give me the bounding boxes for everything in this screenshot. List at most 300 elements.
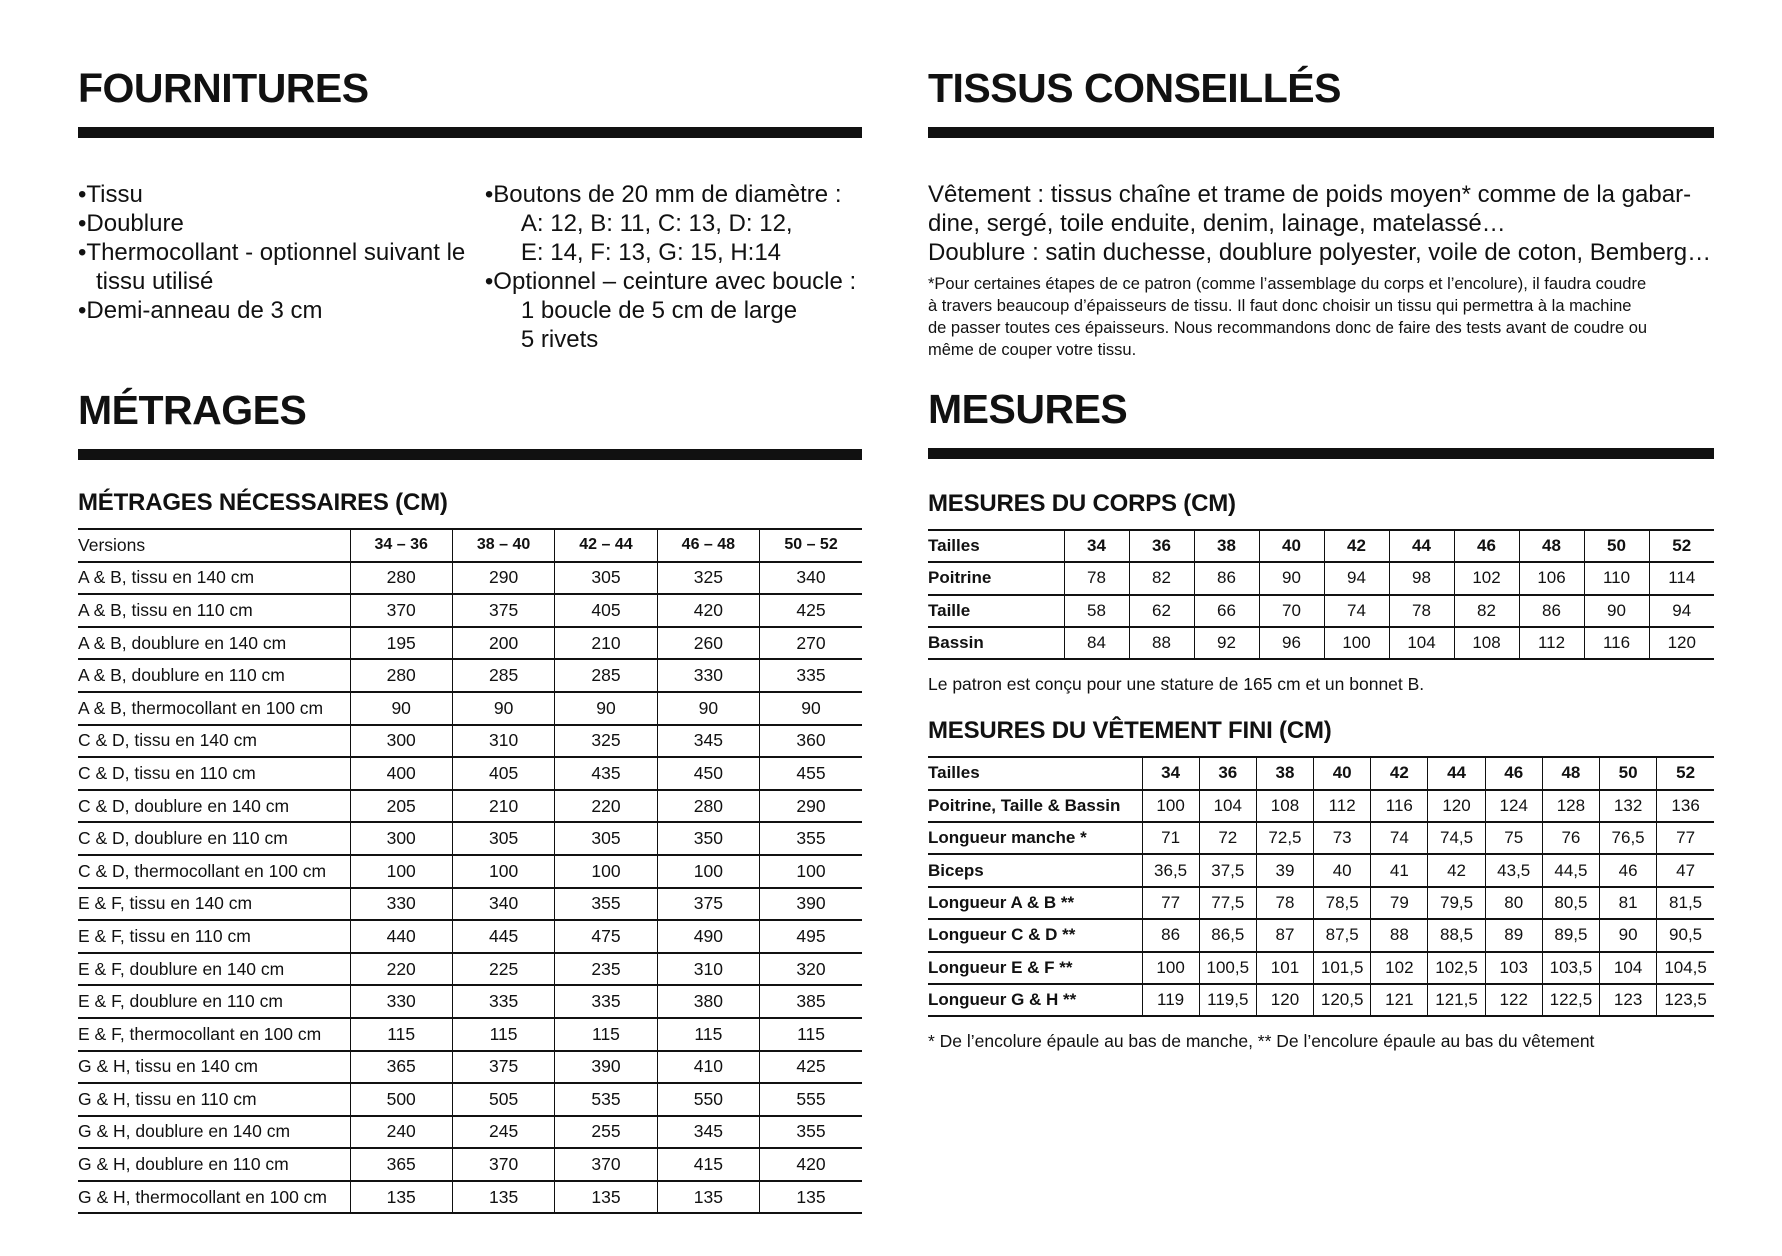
- table-cell: 82: [1129, 562, 1194, 594]
- table-cell: 104: [1600, 952, 1657, 984]
- table-row: [78, 692, 862, 725]
- table-cell: 104: [1199, 790, 1256, 822]
- table-cell: 121: [1371, 984, 1428, 1016]
- table-cell: 495: [760, 920, 862, 953]
- table-cell: 375: [452, 1051, 554, 1084]
- table-cell: 84: [1064, 627, 1129, 659]
- table-cell: 135: [555, 1181, 657, 1214]
- table-cell: 340: [452, 888, 554, 921]
- table-cell: 270: [760, 627, 862, 660]
- table-cell: 370: [555, 1148, 657, 1181]
- row-label: A & B, tissu en 140 cm: [78, 567, 255, 588]
- table-cell: 425: [760, 594, 862, 627]
- row-label: E & F, tissu en 110 cm: [78, 925, 251, 946]
- table-cell: 108: [1454, 627, 1519, 659]
- table-cell: 90: [452, 692, 554, 725]
- table-row: [928, 984, 1714, 1016]
- header-cell: 38: [1256, 757, 1313, 789]
- table-cell: 94: [1649, 595, 1714, 627]
- note-line: de passer toutes ces épaisseurs. Nous recommandons donc de faire des tests avant de coudre ou: [928, 319, 1648, 337]
- table-cell: 114: [1649, 562, 1714, 594]
- table-cell: 100: [1324, 627, 1389, 659]
- row-label: Biceps: [928, 860, 984, 880]
- table-cell: 100: [350, 855, 452, 888]
- table-cell: 104,5: [1657, 952, 1714, 984]
- header-cell: 38 – 40: [452, 529, 554, 562]
- table-cell: 102,5: [1428, 952, 1485, 984]
- table-row: [78, 822, 862, 855]
- table-row: [78, 790, 862, 823]
- header-cell: 34: [1142, 757, 1199, 789]
- table-row: [928, 562, 1714, 594]
- table-cell: 79: [1371, 887, 1428, 919]
- header-cell: 40: [1259, 530, 1324, 562]
- header-cell: 34 – 36: [350, 529, 452, 562]
- table-cell: 305: [555, 822, 657, 855]
- table-cell: 100,5: [1199, 952, 1256, 984]
- table-cell: 285: [555, 659, 657, 692]
- table-cell: 555: [760, 1083, 862, 1116]
- tissus-note: [928, 273, 1714, 361]
- table-row: [78, 562, 862, 595]
- row-label: G & H, thermocollant en 100 cm: [78, 1186, 327, 1207]
- row-label: Longueur G & H **: [928, 990, 1077, 1010]
- table-cell: 88: [1129, 627, 1194, 659]
- table-cell: 122: [1485, 984, 1542, 1016]
- fournitures-list: [78, 180, 862, 354]
- table-cell: 101,5: [1314, 952, 1371, 984]
- fournitures-heading: FOURNITURES: [78, 60, 862, 138]
- table-cell: 116: [1371, 790, 1428, 822]
- table-cell: 390: [760, 888, 862, 921]
- table-row: [78, 594, 862, 627]
- row-label: C & D, tissu en 140 cm: [78, 730, 257, 751]
- list-item: • Boutons de 20 mm de diamètre :: [485, 180, 862, 209]
- table-cell: 76: [1542, 822, 1599, 854]
- mesures-heading: MESURES: [928, 381, 1714, 459]
- header-cell: Versions: [78, 534, 146, 555]
- table-cell: 80,5: [1542, 887, 1599, 919]
- table-cell: 104: [1389, 627, 1454, 659]
- fini-note: * De l’encolure épaule au bas de manche, ** De l’encolure épaule au bas du vêtement: [928, 1031, 1595, 1052]
- note-line: *Pour certaines étapes de ce patron (comme l’assemblage du corps et l’encolure), il faudra coudre: [928, 275, 1647, 293]
- row-label: G & H, doublure en 140 cm: [78, 1121, 291, 1142]
- table-cell: 350: [657, 822, 759, 855]
- table-cell: 345: [657, 725, 759, 758]
- table-cell: 115: [760, 1018, 862, 1051]
- table-cell: 89,5: [1542, 919, 1599, 951]
- table-cell: 365: [350, 1148, 452, 1181]
- list-item: • Demi-anneau de 3 cm: [78, 296, 485, 325]
- table-row: [928, 887, 1714, 919]
- table-row: [78, 1148, 862, 1181]
- table-cell: 119: [1142, 984, 1199, 1016]
- table-cell: 87: [1256, 919, 1313, 951]
- header-cell: 36: [1199, 757, 1256, 789]
- table-cell: 77: [1657, 822, 1714, 854]
- row-label: C & D, doublure en 140 cm: [78, 795, 290, 816]
- table-cell: 73: [1314, 822, 1371, 854]
- table-cell: 355: [760, 1116, 862, 1149]
- header-cell: 34: [1064, 530, 1129, 562]
- table-cell: 106: [1519, 562, 1584, 594]
- table-cell: 78: [1256, 887, 1313, 919]
- table-cell: 88,5: [1428, 919, 1485, 951]
- table-cell: 100: [555, 855, 657, 888]
- table-cell: 86: [1519, 595, 1584, 627]
- row-label: E & F, tissu en 140 cm: [78, 893, 253, 914]
- metrages-table: [78, 528, 862, 1214]
- row-label: Longueur E & F **: [928, 957, 1073, 977]
- table-row: [928, 595, 1714, 627]
- table-cell: 245: [452, 1116, 554, 1149]
- table-cell: 120: [1428, 790, 1485, 822]
- table-row: [78, 985, 862, 1018]
- corps-subtitle: MESURES DU CORPS (CM): [928, 490, 1236, 517]
- table-cell: 365: [350, 1051, 452, 1084]
- table-cell: 100: [1142, 952, 1199, 984]
- row-label: A & B, doublure en 110 cm: [78, 665, 285, 686]
- header-cell: 50: [1584, 530, 1649, 562]
- table-cell: 475: [555, 920, 657, 953]
- table-cell: 123: [1600, 984, 1657, 1016]
- table-header-row: [78, 529, 862, 562]
- table-cell: 100: [657, 855, 759, 888]
- table-row: [78, 1018, 862, 1051]
- table-cell: 79,5: [1428, 887, 1485, 919]
- table-cell: 505: [452, 1083, 554, 1116]
- list-subitem: E: 14, F: 13, G: 15, H:14: [520, 239, 782, 266]
- table-cell: 280: [350, 659, 452, 692]
- header-cell: Tailles: [928, 763, 980, 783]
- table-cell: 310: [657, 953, 759, 986]
- table-cell: 112: [1314, 790, 1371, 822]
- table-cell: 100: [452, 855, 554, 888]
- table-row: [78, 659, 862, 692]
- tissus-line: Vêtement : tissus chaîne et trame de poids moyen* comme de la gabar-: [928, 181, 1692, 208]
- table-cell: 370: [350, 594, 452, 627]
- table-cell: 47: [1657, 854, 1714, 886]
- corps-table: [928, 529, 1714, 660]
- table-cell: 120,5: [1314, 984, 1371, 1016]
- row-label: G & H, tissu en 140 cm: [78, 1056, 258, 1077]
- row-label: A & B, tissu en 110 cm: [78, 599, 253, 620]
- table-cell: 94: [1324, 562, 1389, 594]
- table-cell: 75: [1485, 822, 1542, 854]
- table-row: [928, 822, 1714, 854]
- row-label: Taille: [928, 600, 971, 620]
- table-row: [78, 627, 862, 660]
- table-cell: 135: [452, 1181, 554, 1214]
- table-cell: 78: [1064, 562, 1129, 594]
- table-cell: 425: [760, 1051, 862, 1084]
- table-cell: 535: [555, 1083, 657, 1116]
- header-cell: 44: [1389, 530, 1454, 562]
- table-cell: 280: [657, 790, 759, 823]
- tissus-line: Doublure : satin duchesse, doublure polyester, voile de coton, Bemberg…: [928, 239, 1712, 266]
- table-cell: 325: [657, 562, 759, 595]
- header-cell: 36: [1129, 530, 1194, 562]
- table-row: [928, 627, 1714, 659]
- table-header-row: [928, 757, 1714, 789]
- table-cell: 90: [760, 692, 862, 725]
- table-cell: 290: [760, 790, 862, 823]
- row-label: A & B, thermocollant en 100 cm: [78, 697, 324, 718]
- table-cell: 86: [1142, 919, 1199, 951]
- row-label: G & H, doublure en 110 cm: [78, 1154, 289, 1175]
- table-cell: 135: [350, 1181, 452, 1214]
- table-cell: 420: [657, 594, 759, 627]
- table-cell: 121,5: [1428, 984, 1485, 1016]
- table-cell: 123,5: [1657, 984, 1714, 1016]
- header-cell: 52: [1657, 757, 1714, 789]
- table-cell: 285: [452, 659, 554, 692]
- table-cell: 76,5: [1600, 822, 1657, 854]
- table-cell: 86: [1194, 562, 1259, 594]
- table-cell: 100: [760, 855, 862, 888]
- table-cell: 205: [350, 790, 452, 823]
- row-label: Longueur C & D **: [928, 925, 1076, 945]
- table-cell: 115: [452, 1018, 554, 1051]
- table-cell: 385: [760, 985, 862, 1018]
- header-cell: 46: [1485, 757, 1542, 789]
- table-cell: 66: [1194, 595, 1259, 627]
- table-cell: 40: [1314, 854, 1371, 886]
- table-cell: 115: [350, 1018, 452, 1051]
- table-cell: 455: [760, 757, 862, 790]
- table-cell: 98: [1389, 562, 1454, 594]
- table-cell: 96: [1259, 627, 1324, 659]
- table-cell: 300: [350, 822, 452, 855]
- table-cell: 62: [1129, 595, 1194, 627]
- table-cell: 325: [555, 725, 657, 758]
- table-row: [928, 952, 1714, 984]
- table-cell: 81: [1600, 887, 1657, 919]
- table-cell: 58: [1064, 595, 1129, 627]
- table-cell: 290: [452, 562, 554, 595]
- table-cell: 120: [1256, 984, 1313, 1016]
- table-cell: 320: [760, 953, 862, 986]
- table-cell: 330: [350, 888, 452, 921]
- row-label: Poitrine, Taille & Bassin: [928, 795, 1121, 815]
- table-cell: 128: [1542, 790, 1599, 822]
- table-cell: 78,5: [1314, 887, 1371, 919]
- table-cell: 335: [760, 659, 862, 692]
- table-cell: 330: [657, 659, 759, 692]
- table-cell: 200: [452, 627, 554, 660]
- table-row: [78, 855, 862, 888]
- table-cell: 135: [657, 1181, 759, 1214]
- table-cell: 375: [657, 888, 759, 921]
- table-cell: 280: [350, 562, 452, 595]
- table-cell: 102: [1371, 952, 1428, 984]
- row-label: Poitrine: [928, 568, 992, 588]
- table-row: [928, 919, 1714, 951]
- header-cell: 48: [1542, 757, 1599, 789]
- table-cell: 112: [1519, 627, 1584, 659]
- tissus-heading: TISSUS CONSEILLÉS: [928, 60, 1714, 138]
- table-cell: 100: [1142, 790, 1199, 822]
- list-item: • Thermocollant - optionnel suivant le tissu utilisé: [78, 238, 485, 296]
- list-subitem: 1 boucle de 5 cm de large: [520, 297, 798, 324]
- table-cell: 108: [1256, 790, 1313, 822]
- table-cell: 71: [1142, 822, 1199, 854]
- table-cell: 44,5: [1542, 854, 1599, 886]
- note-line: même de couper votre tissu.: [928, 341, 1137, 359]
- table-cell: 490: [657, 920, 759, 953]
- right-column: [928, 60, 1714, 1053]
- table-cell: 119,5: [1199, 984, 1256, 1016]
- row-label: Longueur A & B **: [928, 892, 1075, 912]
- table-cell: 77,5: [1199, 887, 1256, 919]
- table-cell: 120: [1649, 627, 1714, 659]
- row-label: C & D, doublure en 110 cm: [78, 828, 288, 849]
- note-line: à travers beaucoup d’épaisseurs de tissu. Il faut donc choisir un tissu qui permettra à la machine: [928, 297, 1632, 315]
- table-cell: 132: [1600, 790, 1657, 822]
- header-cell: 46 – 48: [657, 529, 759, 562]
- corps-note: Le patron est conçu pour une stature de 165 cm et un bonnet B.: [928, 674, 1425, 695]
- tissus-line: dine, sergé, toile enduite, denim, lainage, matelassé…: [928, 210, 1506, 237]
- table-cell: 445: [452, 920, 554, 953]
- table-cell: 72,5: [1256, 822, 1313, 854]
- table-row: [78, 757, 862, 790]
- table-cell: 340: [760, 562, 862, 595]
- table-cell: 435: [555, 757, 657, 790]
- metrages-heading: MÉTRAGES: [78, 382, 862, 460]
- table-cell: 86,5: [1199, 919, 1256, 951]
- table-cell: 305: [452, 822, 554, 855]
- table-cell: 300: [350, 725, 452, 758]
- table-cell: 74,5: [1428, 822, 1485, 854]
- table-cell: 220: [555, 790, 657, 823]
- metrages-subtitle: MÉTRAGES NÉCESSAIRES (CM): [78, 489, 448, 516]
- table-cell: 420: [760, 1148, 862, 1181]
- row-label: C & D, tissu en 110 cm: [78, 762, 256, 783]
- list-subitem: A: 12, B: 11, C: 13, D: 12,: [520, 210, 793, 237]
- left-column: [78, 60, 862, 1214]
- row-label: Longueur manche *: [928, 828, 1087, 848]
- table-cell: 81,5: [1657, 887, 1714, 919]
- table-cell: 122,5: [1542, 984, 1599, 1016]
- table-cell: 375: [452, 594, 554, 627]
- table-cell: 74: [1324, 595, 1389, 627]
- header-cell: 42 – 44: [555, 529, 657, 562]
- row-label: E & F, thermocollant en 100 cm: [78, 1023, 322, 1044]
- table-cell: 72: [1199, 822, 1256, 854]
- table-cell: 43,5: [1485, 854, 1542, 886]
- table-cell: 87,5: [1314, 919, 1371, 951]
- table-cell: 92: [1194, 627, 1259, 659]
- table-cell: 115: [657, 1018, 759, 1051]
- table-row: [78, 1083, 862, 1116]
- table-cell: 88: [1371, 919, 1428, 951]
- row-label: Bassin: [928, 633, 984, 653]
- table-cell: 90: [1259, 562, 1324, 594]
- table-cell: 103,5: [1542, 952, 1599, 984]
- table-cell: 335: [555, 985, 657, 1018]
- list-subitem: 5 rivets: [520, 326, 599, 353]
- table-cell: 330: [350, 985, 452, 1018]
- table-row: [78, 920, 862, 953]
- table-cell: 390: [555, 1051, 657, 1084]
- table-cell: 90: [1584, 595, 1649, 627]
- table-cell: 101: [1256, 952, 1313, 984]
- table-cell: 74: [1371, 822, 1428, 854]
- table-cell: 415: [657, 1148, 759, 1181]
- list-item: • Tissu: [78, 180, 485, 209]
- table-row: [78, 1116, 862, 1149]
- tissus-text: [928, 180, 1714, 267]
- fini-table: [928, 756, 1714, 1017]
- row-label: G & H, tissu en 110 cm: [78, 1088, 257, 1109]
- table-cell: 355: [555, 888, 657, 921]
- table-cell: 37,5: [1199, 854, 1256, 886]
- table-cell: 450: [657, 757, 759, 790]
- row-label: E & F, doublure en 140 cm: [78, 958, 285, 979]
- header-cell: 40: [1314, 757, 1371, 789]
- list-item: • Doublure: [78, 209, 485, 238]
- list-item: • Optionnel – ceinture avec boucle :: [485, 267, 862, 296]
- table-cell: 370: [452, 1148, 554, 1181]
- table-cell: 335: [452, 985, 554, 1018]
- table-cell: 405: [452, 757, 554, 790]
- table-cell: 82: [1454, 595, 1519, 627]
- table-cell: 310: [452, 725, 554, 758]
- table-cell: 255: [555, 1116, 657, 1149]
- header-cell: 46: [1454, 530, 1519, 562]
- table-cell: 240: [350, 1116, 452, 1149]
- table-cell: 500: [350, 1083, 452, 1116]
- row-label: A & B, doublure en 140 cm: [78, 632, 287, 653]
- table-row: [78, 1181, 862, 1214]
- table-cell: 210: [555, 627, 657, 660]
- row-label: E & F, doublure en 110 cm: [78, 991, 283, 1012]
- table-cell: 115: [555, 1018, 657, 1051]
- table-cell: 80: [1485, 887, 1542, 919]
- table-row: [78, 888, 862, 921]
- table-cell: 90: [657, 692, 759, 725]
- table-cell: 345: [657, 1116, 759, 1149]
- table-cell: 90: [555, 692, 657, 725]
- table-cell: 77: [1142, 887, 1199, 919]
- table-cell: 195: [350, 627, 452, 660]
- table-cell: 78: [1389, 595, 1454, 627]
- table-cell: 360: [760, 725, 862, 758]
- table-row: [78, 953, 862, 986]
- table-cell: 380: [657, 985, 759, 1018]
- table-cell: 225: [452, 953, 554, 986]
- table-cell: 400: [350, 757, 452, 790]
- fournitures-col2: [485, 180, 862, 354]
- header-cell: 42: [1371, 757, 1428, 789]
- table-cell: 235: [555, 953, 657, 986]
- row-label: C & D, thermocollant en 100 cm: [78, 860, 327, 881]
- header-cell: 50: [1600, 757, 1657, 789]
- table-cell: 90: [1600, 919, 1657, 951]
- table-cell: 550: [657, 1083, 759, 1116]
- table-cell: 70: [1259, 595, 1324, 627]
- table-cell: 260: [657, 627, 759, 660]
- table-cell: 124: [1485, 790, 1542, 822]
- table-cell: 42: [1428, 854, 1485, 886]
- table-cell: 440: [350, 920, 452, 953]
- table-cell: 39: [1256, 854, 1313, 886]
- fournitures-col1: [78, 180, 485, 354]
- table-row: [928, 854, 1714, 886]
- table-cell: 102: [1454, 562, 1519, 594]
- table-cell: 36,5: [1142, 854, 1199, 886]
- table-row: [78, 1051, 862, 1084]
